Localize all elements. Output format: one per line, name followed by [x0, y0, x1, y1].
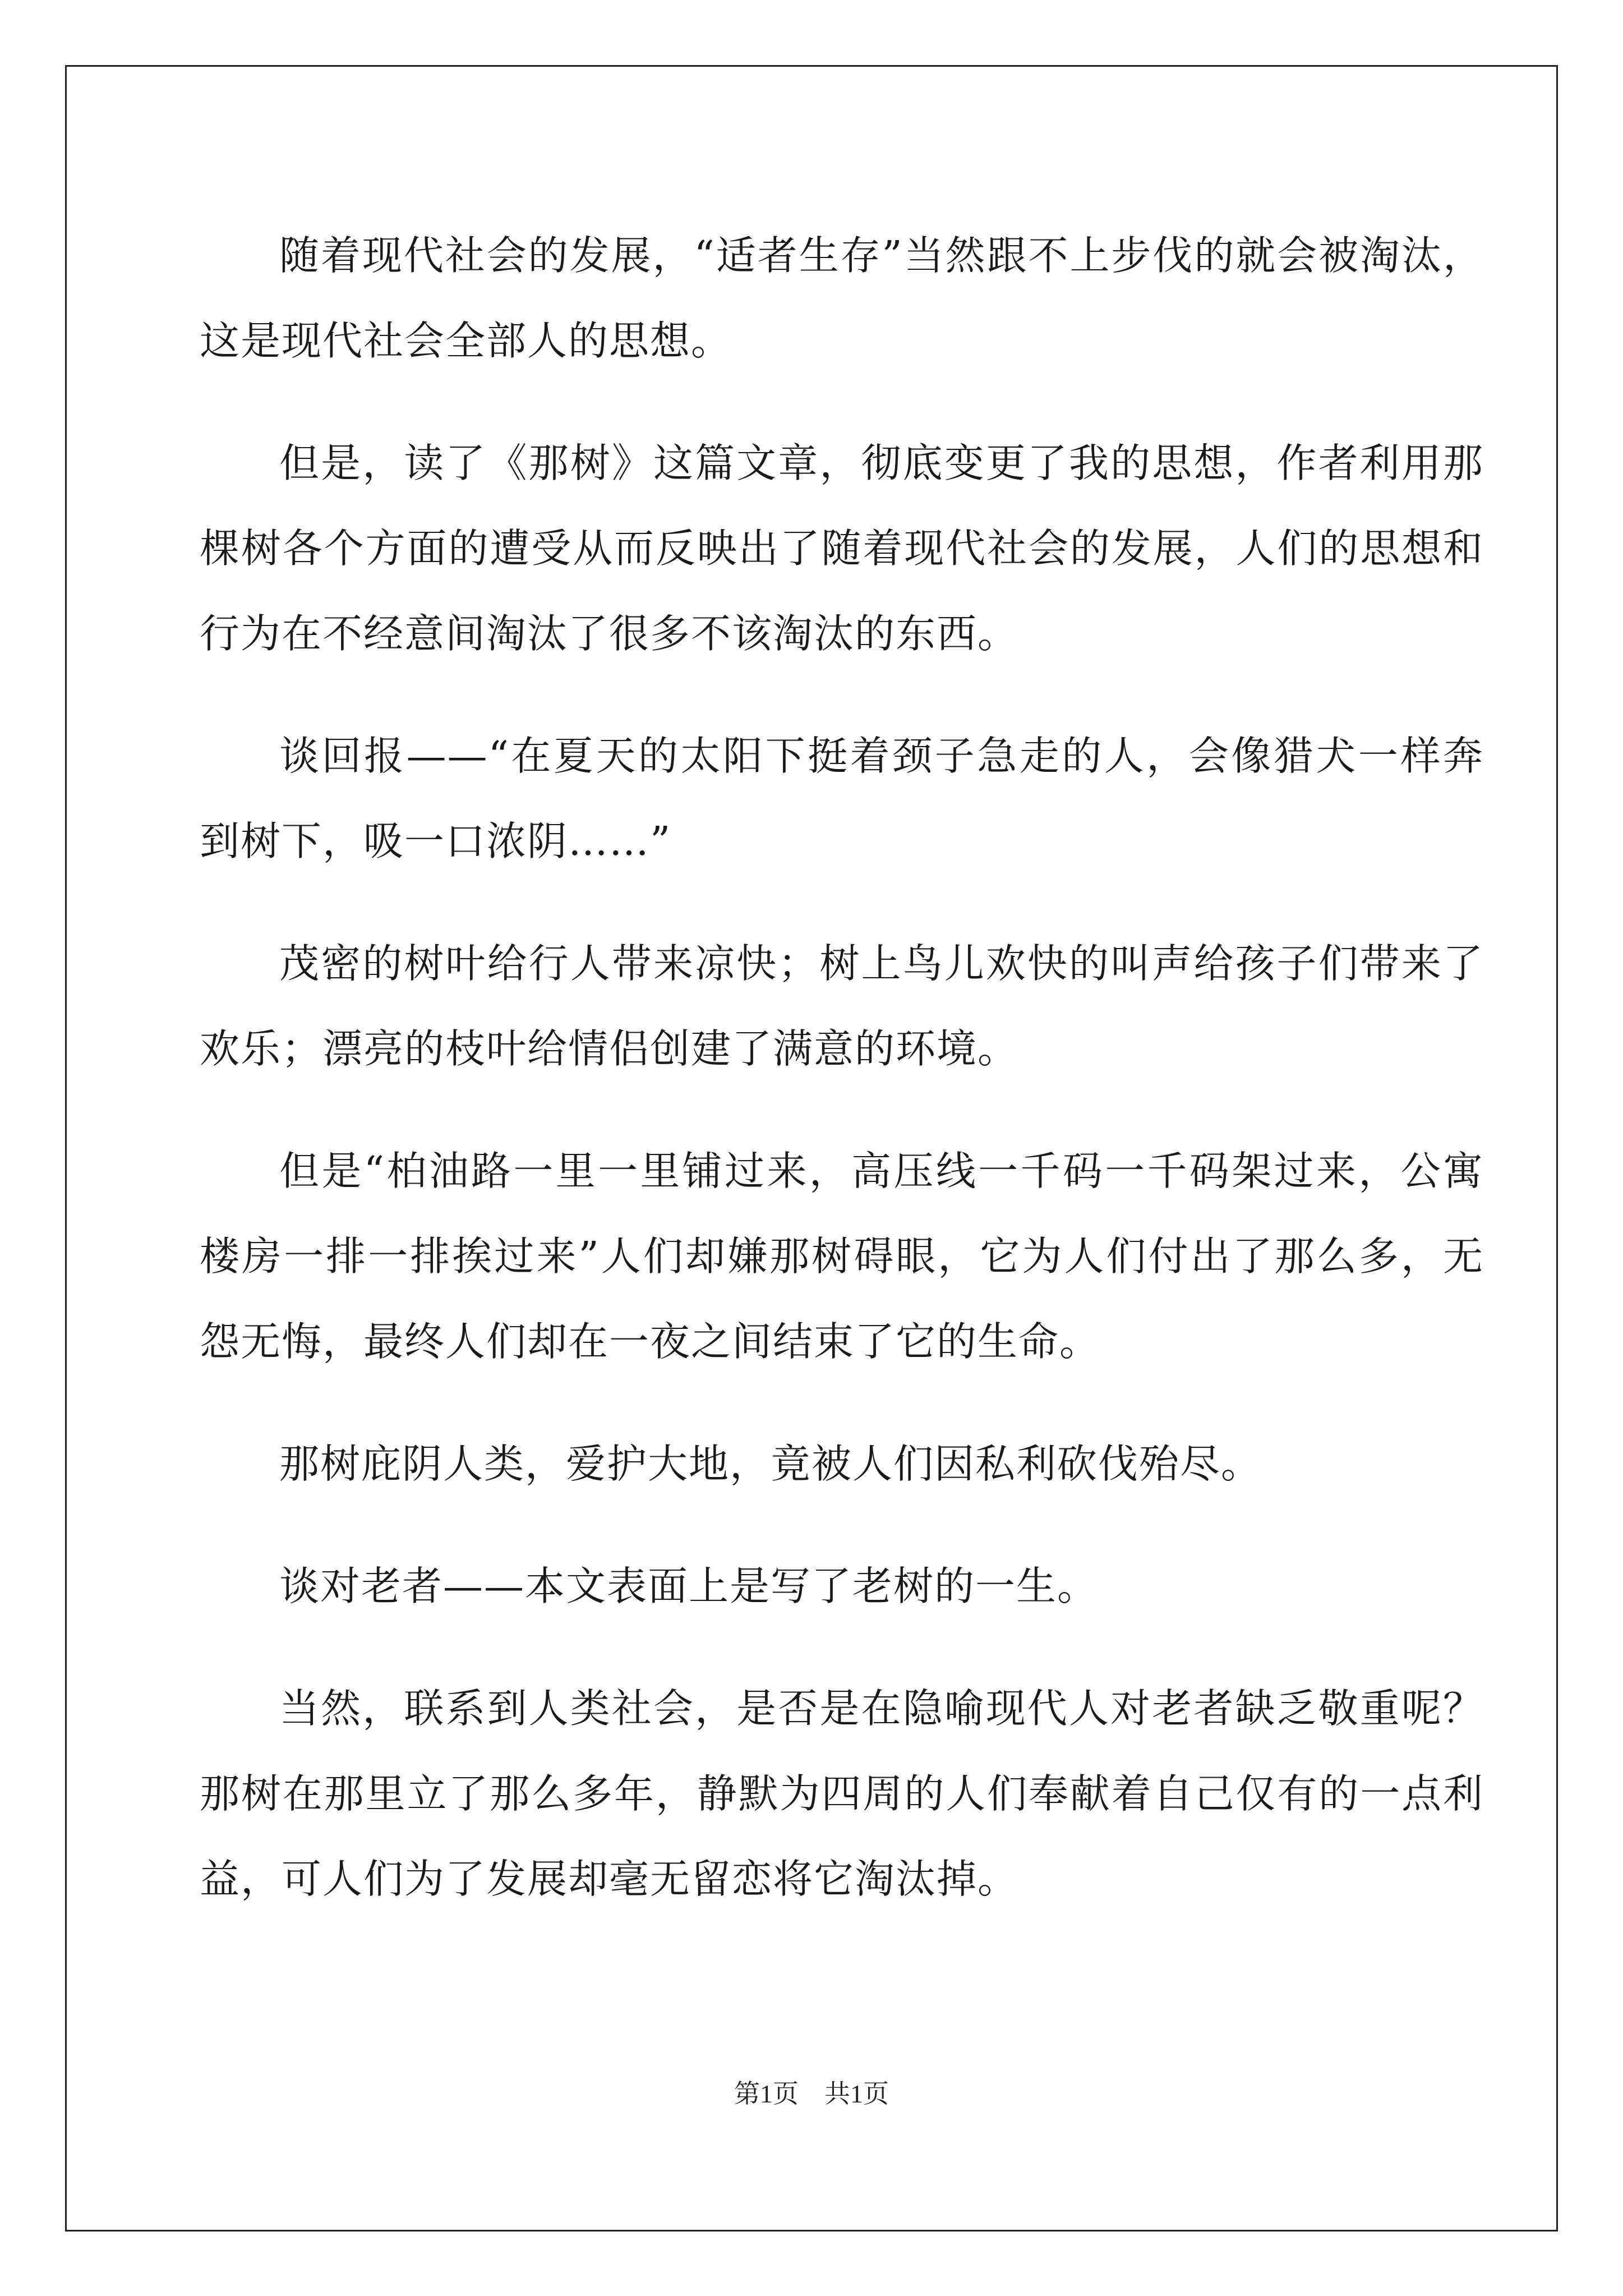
- paragraph: 但是，读了《那树》这篇文章，彻底变更了我的思想，作者利用那棵树各个方面的遭受从而反映出了随着现代社会的发展，人们的思想和行为在不经意间淘汰了很多不该淘汰的东西。: [200, 440, 1484, 657]
- page-number-current: 第1页: [734, 2079, 799, 2108]
- page-number-total: 共1页: [824, 2079, 889, 2108]
- paragraph: 当然，联系到人类社会，是否是在隐喻现代人对老者缺乏敬重呢？那树在那里立了那么多年，静默为四周的人们奉献着自己仅有的一点利益，可人们为了发展却毫无留恋将它淘汰掉。: [200, 1685, 1484, 1902]
- paragraph: 但是“柏油路一里一里铺过来，高压线一千码一千码架过来，公寓楼房一排一排挨过来”人们却嫌那树碍眼，它为人们付出了那么多，无怨无悔，最终人们却在一夜之间结束了它的生命。: [200, 1148, 1484, 1365]
- paragraph: 谈对老者——本文表面上是写了老树的一生。: [279, 1563, 1099, 1609]
- document-body: [200, 213, 1484, 1959]
- paragraph: 随着现代社会的发展，“适者生存”当然跟不上步伐的就会被淘汰，这是现代社会全部人的思想。: [200, 232, 1484, 364]
- paragraph: 那树庇阴人类，爱护大地，竟被人们因私利砍伐殆尽。: [279, 1441, 1262, 1487]
- paragraph: 谈回报——“在夏天的太阳下挺着颈子急走的人，会像猎犬一样奔到树下，吸一口浓阴……”: [200, 733, 1484, 864]
- paragraph: 茂密的树叶给行人带来凉快；树上鸟儿欢快的叫声给孩子们带来了欢乐；漂亮的枝叶给情侣创建了满意的环境。: [200, 940, 1484, 1072]
- page-footer: [0, 2077, 1623, 2111]
